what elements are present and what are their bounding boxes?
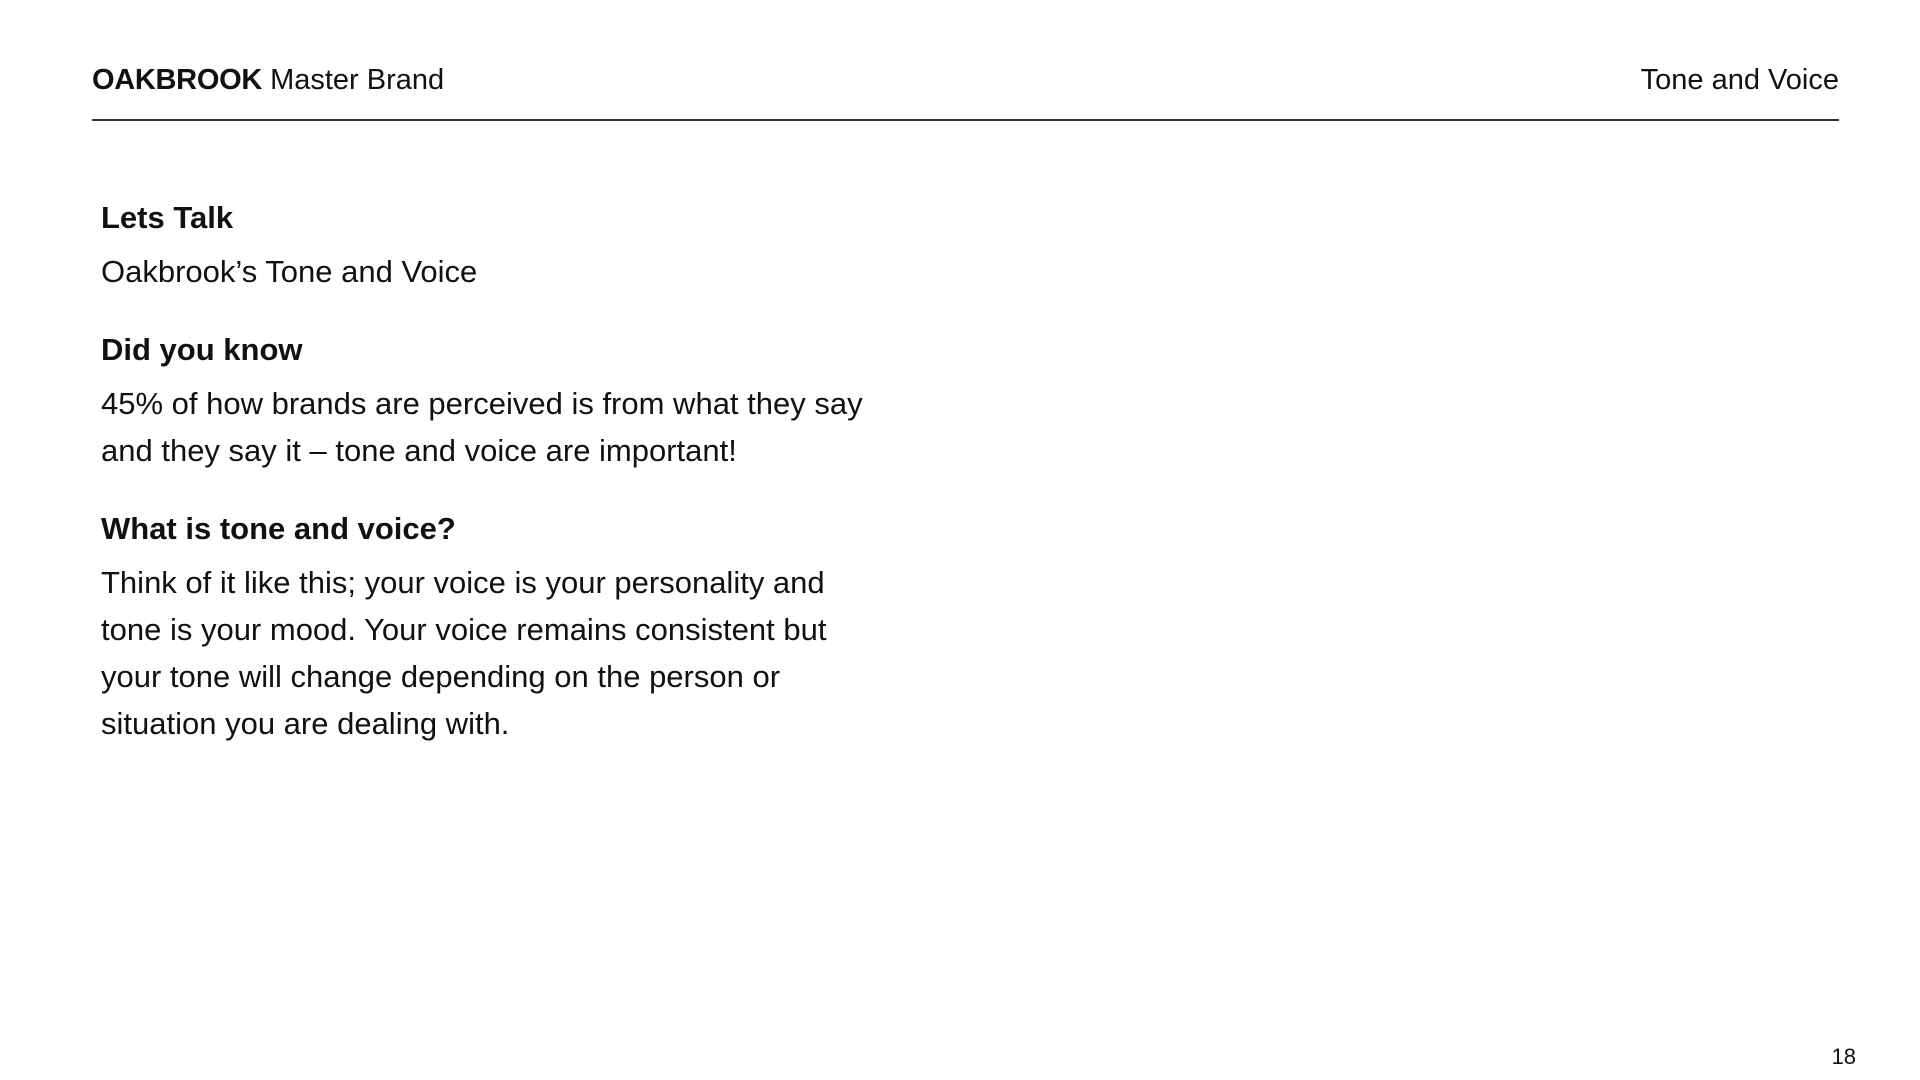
definition-block: [101, 509, 881, 747]
did-you-know-heading: Did you know: [101, 332, 303, 367]
page-number: 18: [1831, 1044, 1856, 1069]
page-header: [92, 62, 1839, 98]
intro-block: [101, 198, 881, 295]
definition-body: Think of it like this; your voice is your personality and tone is your mood. Your voice remains consistent but your tone will change depending on the person or situation you are dealing with.: [101, 565, 827, 741]
did-you-know-block: [101, 330, 881, 474]
brand-subtitle: Master Brand: [270, 64, 445, 96]
did-you-know-body: 45% of how brands are perceived is from what they say and they say it – tone and voice are important!: [101, 386, 863, 468]
main-content: [101, 198, 881, 782]
brand-name: OAKBROOK: [92, 64, 262, 96]
section-title: Tone and Voice: [1640, 64, 1839, 96]
definition-heading: What is tone and voice?: [101, 511, 456, 546]
brand-title: [92, 62, 444, 98]
intro-heading: Lets Talk: [101, 200, 234, 235]
intro-body: Oakbrook’s Tone and Voice: [101, 254, 478, 289]
header-divider: [92, 119, 1839, 121]
